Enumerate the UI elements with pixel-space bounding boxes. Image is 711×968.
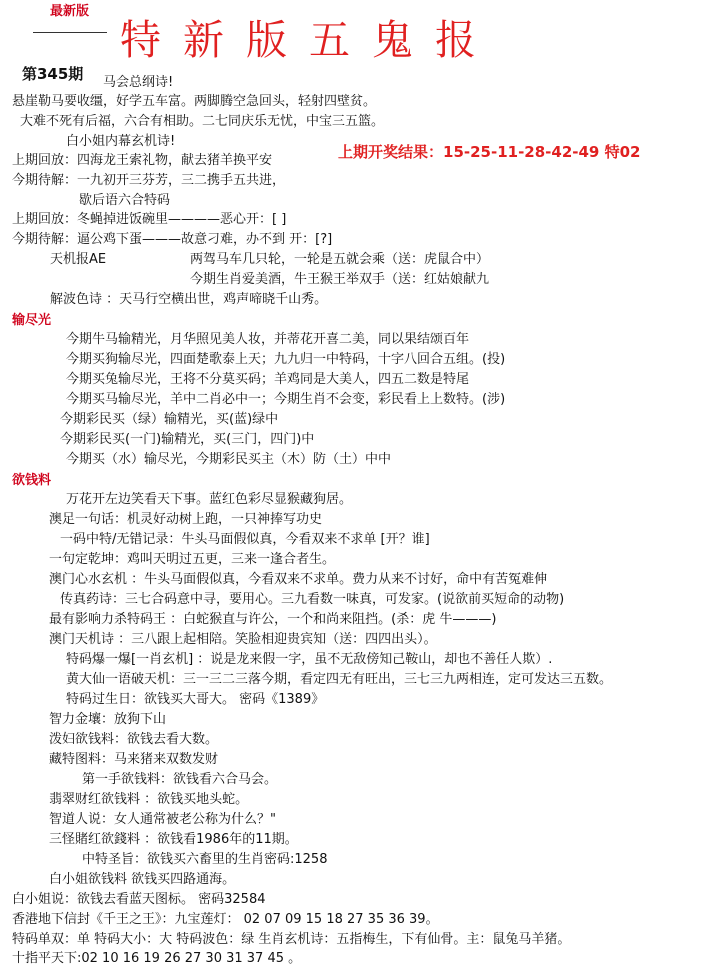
text-line: 今期彩民买(一门)输精光，买(三门，四门)中 bbox=[60, 432, 315, 447]
text-line: 黄大仙一语破天机：三一三二三落今期，看定四无有旺出，三七三九两相连，定可发达三五数。 bbox=[66, 672, 613, 687]
text-line: 一句定乾坤：鸡叫天明过五更，三来一逢合者生。 bbox=[49, 552, 336, 567]
text-line: 歇后语六合特码 bbox=[79, 193, 171, 208]
text-line: 今期买马输尽光，羊中二肖必中一；今期生肖不会变，彩民看上上数特。(涉) bbox=[66, 392, 506, 407]
text-line: 最有影响力杀特码王 ：白蛇猴直与许公，一个和尚来阻挡。(杀：虎 牛———) bbox=[49, 612, 497, 627]
text-line: 澳足一句话：机灵好动树上跑，一只神捧写功史 bbox=[49, 512, 323, 527]
page-title: 特新版五鬼报 bbox=[120, 16, 498, 64]
text-line: 白小姐说：欲钱去看蓝天图标。 密码32584 bbox=[12, 892, 266, 907]
text-line: 澳门天机诗 ：三八跟上起相陪。笑脸相迎贵宾知（送：四四出头）。 bbox=[49, 632, 437, 647]
text-line: 天机报AE bbox=[50, 252, 107, 267]
text-line: 特码单双：单 特码大小：大 特码波色：绿 生肖玄机诗：五指梅生，下有仙骨。主：鼠兔马羊猪。 bbox=[12, 932, 571, 947]
text-line: 上期回放：冬蝇掉进饭碗里————恶心开：[ ] bbox=[12, 212, 287, 227]
text-line: 今期买狗输尽光，四面楚歌泰上天；九九归一中特码，十字八回合五组。(投) bbox=[66, 352, 506, 367]
text-line: 上期回放：四海龙王索礼物，献去猪羊换平安 bbox=[12, 153, 273, 168]
text-line: 澳门心水玄机 ：牛头马面假似真，今看双来不求单。费力从来不讨好，命中有苦冤难伸 bbox=[49, 572, 548, 587]
text-line: 万花开左边笑看天下事。蓝红色彩尽显猴藏狗居。 bbox=[66, 492, 353, 507]
text-line: 一码中特/无错记录：牛头马面假似真，今看双来不求单 [开？谁] bbox=[60, 532, 430, 547]
text-line: 两驾马车几只轮，一轮是五就会乘（送：虎鼠合中） bbox=[190, 252, 490, 267]
text-line: 中特圣旨：欲钱买六畜里的生肖密码:1258 bbox=[82, 852, 328, 867]
text-line: 今期彩民买（绿）输精光，买(蓝)绿中 bbox=[60, 412, 279, 427]
text-line: 白小姐内幕玄机诗! bbox=[66, 134, 176, 149]
text-line: 白小姐欲钱料 欲钱买四路通海。 bbox=[49, 872, 236, 887]
text-line: 翡翠财红欲钱料 ：欲钱买地头蛇。 bbox=[49, 792, 249, 807]
section-heading: 输尽光 bbox=[12, 313, 52, 328]
section-heading: 欲钱料 bbox=[12, 473, 52, 488]
text-line: 传真药诗：三七合码意中寻，要用心。三九看数一味真，可发家。(说欲前买短命的动物) bbox=[60, 592, 565, 607]
text-line: 第一手欲钱料：欲钱看六合马会。 bbox=[82, 772, 278, 787]
text-line: 香港地下信封《千王之王》：九宝莲灯： 02 07 09 15 18 27 35 36 39。 bbox=[12, 912, 439, 927]
text-line: 今期买兔输尽光，王将不分莫买码；羊鸡同是大美人，四五二数是特尾 bbox=[66, 372, 470, 387]
header-rule bbox=[33, 32, 107, 33]
text-line: 今期待解：逼公鸡下蛋———故意刁难，办不到 开：[?] bbox=[12, 232, 333, 247]
text-line: 特码过生日：欲钱买大哥大。 密码《1389》 bbox=[66, 692, 325, 707]
text-line: 特码爆一爆[一肖玄机] ：说是龙来假一字，虽不无敌傍知己鞍山，却也不善任人欺）. bbox=[66, 652, 553, 667]
text-line: 智力金壤：放狗下山 bbox=[49, 712, 167, 727]
text-line: 今期买（水）输尽光，今期彩民买主（木）防（土）中中 bbox=[66, 452, 392, 467]
text-line: 今期牛马输精光，月华照见美人妆，并蒂花开喜二美，同以果结颂百年 bbox=[66, 332, 470, 347]
text-line: 泼妇欲钱料：欲钱去看大数。 bbox=[49, 732, 219, 747]
text-line: 十指平天下:02 10 16 19 26 27 30 31 37 45 。 bbox=[12, 951, 302, 966]
text-line: 马会总纲诗! bbox=[103, 75, 174, 90]
text-line: 三怪賭红欲錢料 ：欲钱看1986年的11期。 bbox=[49, 832, 298, 847]
last-draw-result: 上期开奖结果：15-25-11-28-42-49 特02 bbox=[338, 143, 641, 161]
text-line: 今期待解：一九初开三芬芳，三二携手五共进， bbox=[12, 173, 286, 188]
text-line: 解波色诗 ：天马行空横出世，鸡声啼晓千山秀。 bbox=[50, 292, 328, 307]
text-line: 今期生肖爱美酒，牛王猴王举双手（送：红姑娘献九 bbox=[190, 272, 490, 287]
text-line: 悬崖勒马要收缰，好学五车富。两脚腾空急回头，轻射四壁贫。 bbox=[12, 94, 377, 109]
text-line: 大难不死有后福，六合有相助。二七同庆乐无忧，中宝三五篮。 bbox=[20, 114, 385, 129]
text-line: 藏特图料：马来猪来双数发财 bbox=[49, 752, 219, 767]
latest-badge: 最新版 bbox=[50, 4, 90, 19]
text-line: 智道人说：女人通常被老公称为什么？" bbox=[49, 812, 276, 827]
issue-number: 第345期 bbox=[22, 65, 84, 83]
